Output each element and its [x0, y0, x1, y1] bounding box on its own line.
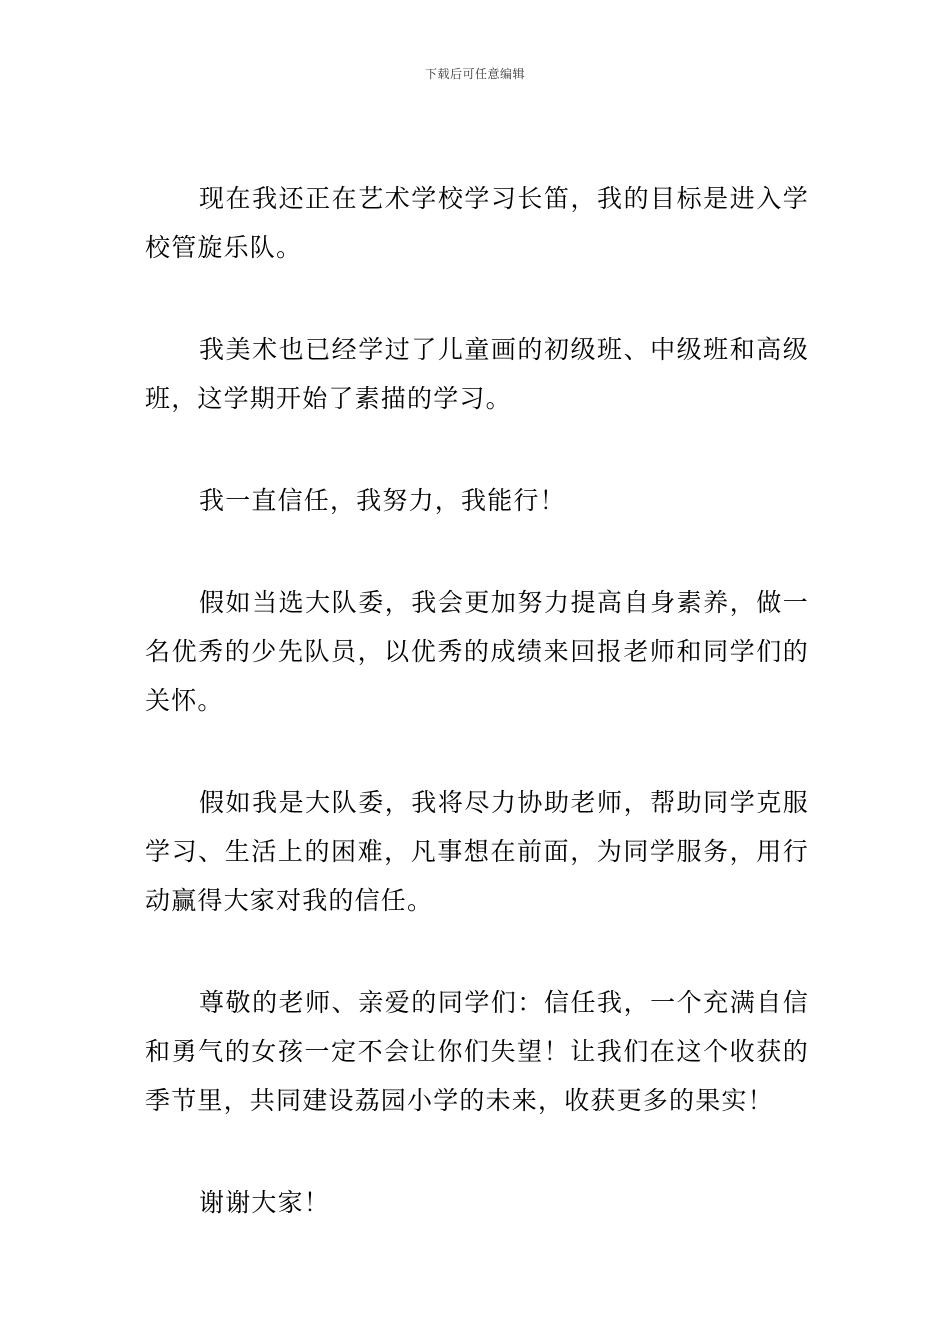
paragraph-5: 假如我是大队委，我将尽力协助老师，帮助同学克服学习、生活上的困难，凡事想在前面，为同学服务，用行动赢得大家对我的信任。	[145, 788, 809, 915]
paragraph-6: 尊敬的老师、亲爱的同学们：信任我，一个充满自信和勇气的女孩一定不会让你们失望！让我们在这个收获的季节里，共同建设荔园小学的未来，收获更多的果实！	[145, 988, 809, 1115]
paragraph-2: 我美术也已经学过了儿童画的初级班、中级班和高级班，这学期开始了素描的学习。	[145, 335, 809, 413]
paragraph-3: 我一直信任，我努力，我能行！	[199, 486, 566, 515]
paragraph-1: 现在我还正在艺术学校学习长笛，我的目标是进入学校管旋乐队。	[145, 184, 809, 262]
document-body	[145, 174, 809, 1227]
paragraph-7: 谢谢大家！	[199, 1188, 331, 1217]
header-note: 下载后可任意编辑	[424, 67, 525, 81]
paragraph-4: 假如当选大队委，我会更加努力提高自身素养，做一名优秀的少先队员，以优秀的成绩来回报老师和同学们的关怀。	[145, 588, 809, 715]
